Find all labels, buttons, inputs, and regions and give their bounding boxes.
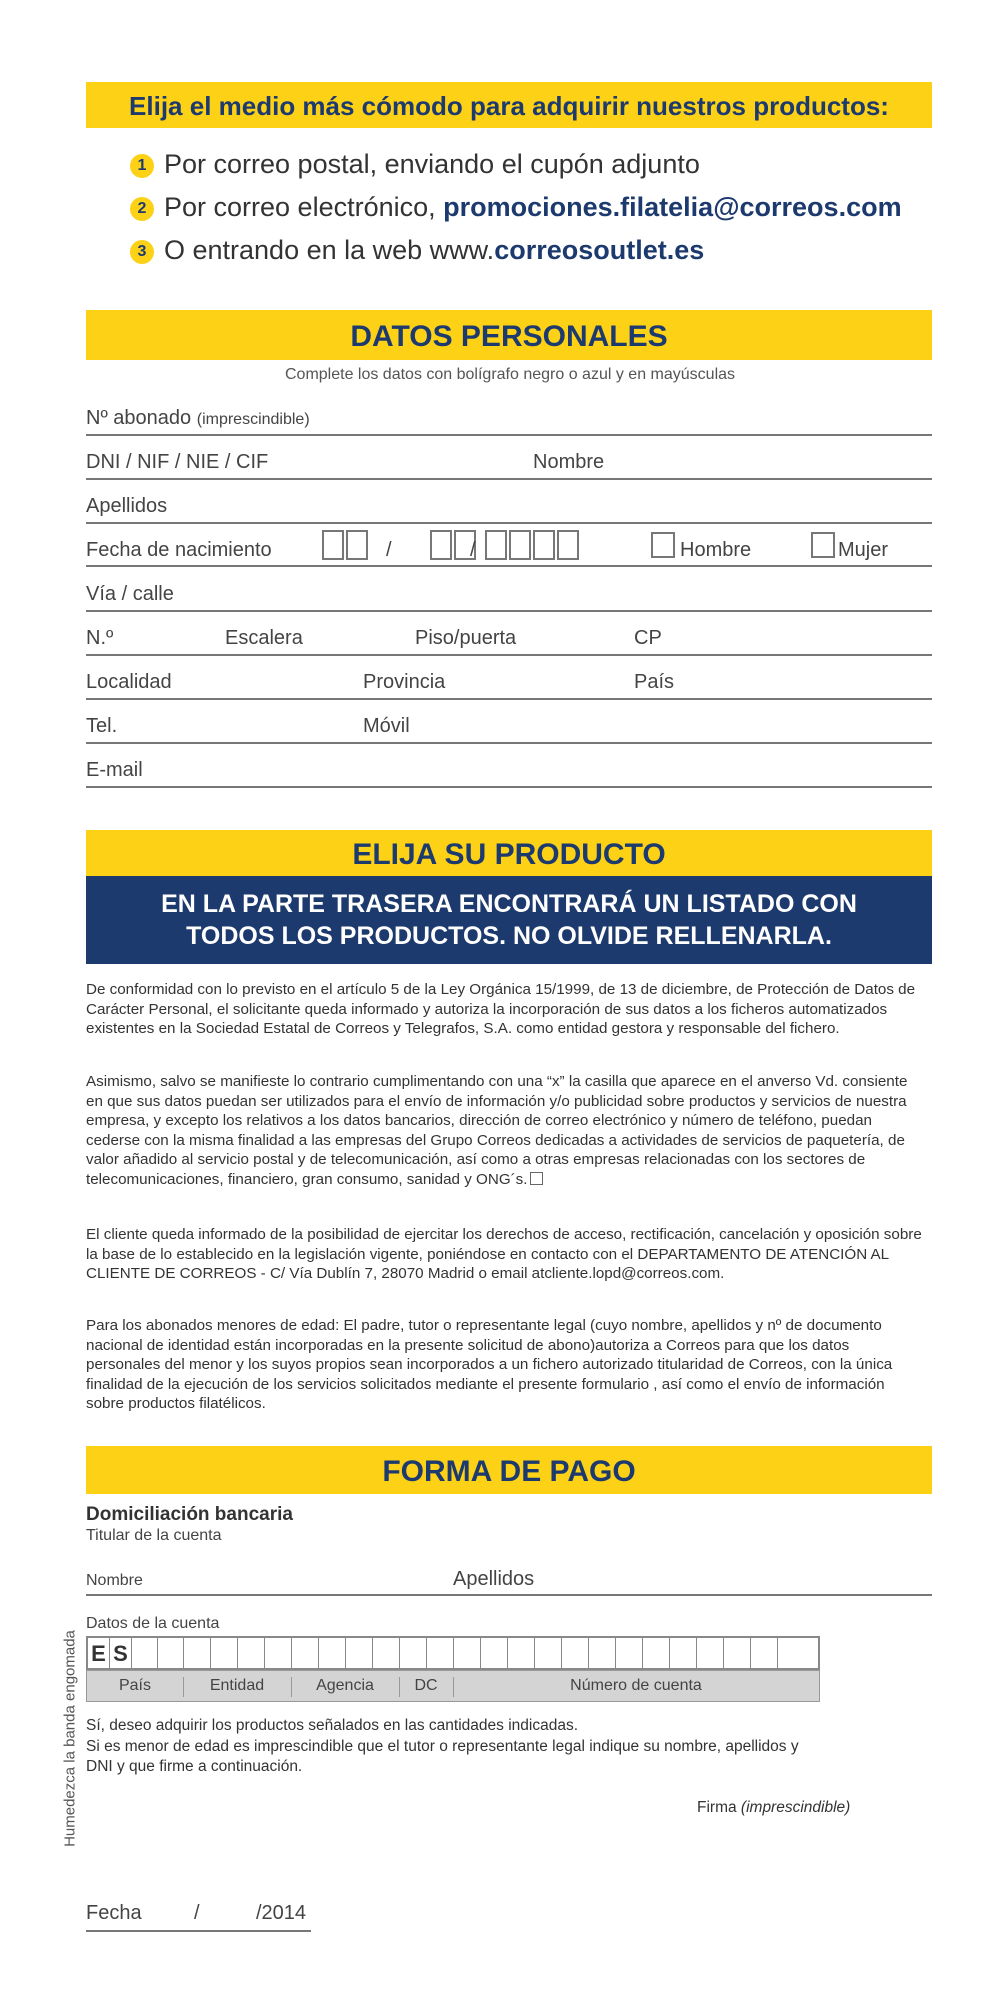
birth-day-box-2[interactable] xyxy=(346,530,368,560)
email-link[interactable]: promociones.filatelia@correos.com xyxy=(443,192,902,222)
birth-year-box-2[interactable] xyxy=(509,530,531,560)
escalera-label: Escalera xyxy=(225,627,303,649)
account-cell-6[interactable] xyxy=(211,1638,238,1672)
option-3-number: 3 xyxy=(130,240,154,264)
mujer-checkbox[interactable] xyxy=(811,532,835,558)
account-cell-26[interactable] xyxy=(751,1638,778,1672)
hombre-label: Hombre xyxy=(680,539,752,561)
option-1-label: Por correo postal, enviando el cupón adjunto xyxy=(164,149,700,179)
datos-cuenta-label: Datos de la cuenta xyxy=(86,1615,220,1632)
firma-label xyxy=(697,1799,850,1817)
account-legend-bar xyxy=(86,1670,820,1702)
legend-entidad: Entidad xyxy=(183,1677,292,1697)
legal-paragraph-1: De conformidad con lo previsto en el artículo 5 de la Ley Orgánica 15/1999, de 13 de diciembre, de Protección de Datos de Carácter Personal, el solicitante queda informado y autoriza la incorporación de sus datos a los ficheros automatizados existentes en la Sociedad Estatal de Correos y Telegrafos, S.A. como entidad gestora y responsable del fichero. xyxy=(86,981,916,1037)
cp-label: CP xyxy=(634,627,662,649)
localidad-line[interactable] xyxy=(86,698,932,700)
account-cell-4[interactable] xyxy=(158,1638,184,1672)
account-cell-14[interactable] xyxy=(427,1638,454,1672)
account-cell-10[interactable] xyxy=(319,1638,346,1672)
legend-numero: Número de cuenta xyxy=(570,1677,702,1694)
payment-apellidos-label: Apellidos xyxy=(453,1568,535,1590)
option-1-number: 1 xyxy=(130,154,154,178)
abonado-note: (imprescindible) xyxy=(196,411,310,428)
option-3-label: O entrando en la web www. xyxy=(164,235,495,265)
titular-label: Titular de la cuenta xyxy=(86,1527,222,1544)
birth-year-box-1[interactable] xyxy=(485,530,507,560)
account-cell-8[interactable] xyxy=(265,1638,292,1672)
option-2-text xyxy=(164,192,902,223)
legend-dc: DC xyxy=(399,1677,454,1697)
fecha-year: /2014 xyxy=(256,1902,307,1924)
account-cell-20[interactable] xyxy=(589,1638,616,1672)
payment-title: FORMA DE PAGO xyxy=(382,1455,636,1488)
personal-title: DATOS PERSONALES xyxy=(350,320,668,353)
option-2-label: Por correo electrónico, xyxy=(164,192,444,222)
account-cell-9[interactable] xyxy=(292,1638,319,1672)
fecha-signature-line[interactable] xyxy=(86,1930,311,1932)
account-cell-12[interactable] xyxy=(373,1638,400,1672)
apellidos-label: Apellidos xyxy=(86,495,168,517)
account-cell-5[interactable] xyxy=(184,1638,211,1672)
iban-cell-e xyxy=(88,1638,110,1672)
account-cell-15[interactable] xyxy=(454,1638,481,1672)
personal-bar xyxy=(86,310,932,360)
header-bar xyxy=(86,82,932,128)
payment-nombre-label: Nombre xyxy=(86,1572,143,1589)
account-cell-24[interactable] xyxy=(697,1638,724,1672)
legal-paragraph-3: El cliente queda informado de la posibilidad de ejercitar los derechos de acceso, rectificación, cancelación y oposición sobre la base de lo establecido en la legislación vigente, poniéndose en contacto con el DEPARTAMENTO DE ATENCIÓN AL CLIENTE DE CORREOS - C/ Vía Dublín 7, 28070 Madrid o email atcliente.lopd@correos.com. xyxy=(86,1226,922,1282)
firma-text: Firma xyxy=(697,1799,737,1816)
titular-line[interactable] xyxy=(86,1594,932,1596)
abonado-line[interactable] xyxy=(86,434,932,436)
account-cell-18[interactable] xyxy=(535,1638,562,1672)
abonado-text: Nº abonado xyxy=(86,407,192,429)
legend-agencia: Agencia xyxy=(291,1677,400,1697)
account-cell-3[interactable] xyxy=(132,1638,158,1672)
legal-paragraph-2-text: Asimismo, salvo se manifieste lo contrario cumplimentando con una “x” la casilla que aparece en el anverso Vd. consiente en que sus datos puedan ser utilizados para el envío de información y/o publicidad sobre productos y servicios de nuestra empresa, y excepto los relativos a los datos bancarios, dirección de correo electrónico y número de teléfono, puedan cederse con la misma finalidad a las empresas del Grupo Correos dedicadas a actividades de servicios de paquetería, de valor añadido al servicio postal y de telecomunicación, así como a otras empresas relacionadas con los sectores de telecomunicaciones, financiero, gran consumo, sanidad y ONG´s. xyxy=(86,1073,908,1188)
via-line[interactable] xyxy=(86,610,932,612)
tel-line[interactable] xyxy=(86,742,932,744)
via-label: Vía / calle xyxy=(86,583,174,605)
personal-subtitle: Complete los datos con bolígrafo negro o azul y en mayúsculas xyxy=(284,366,736,383)
pais-label: País xyxy=(634,671,675,693)
legal-paragraph-4: Para los abonados menores de edad: El padre, tutor o representante legal (cuyo nombre, apellidos y nº de documento nacional de identidad están incorporadas en la presente solicitud de abono)autoriza a Correos para que los datos personales del menor y los suyos propios sean incorporados a un fichero autorizado titularidad de Correos, con la única finalidad de la ejecución de los servicios solicitados mediante el presente formulario , así como el envío de información sobre productos filatélicos. xyxy=(86,1317,893,1412)
date-slash-2: / xyxy=(470,539,476,561)
iban-e: E xyxy=(91,1641,106,1666)
account-cell-17[interactable] xyxy=(508,1638,535,1672)
legend-pais: País xyxy=(87,1677,184,1697)
account-cell-21[interactable] xyxy=(616,1638,643,1672)
firma-note: (imprescindible) xyxy=(740,1799,851,1816)
domiciliacion-title: Domiciliación bancaria xyxy=(86,1504,293,1525)
header-title: Elija el medio más cómodo para adquirir nuestros productos: xyxy=(129,91,889,121)
email-label: E-mail xyxy=(86,759,143,781)
account-cell-19[interactable] xyxy=(562,1638,589,1672)
product-banner xyxy=(86,876,932,964)
nombre-label: Nombre xyxy=(533,451,605,473)
numero-line[interactable] xyxy=(86,654,932,656)
mujer-label: Mujer xyxy=(838,539,889,561)
product-bar xyxy=(86,830,932,876)
birth-month-box-1[interactable] xyxy=(430,530,452,560)
option-1-text xyxy=(164,149,700,180)
birth-year-box-4[interactable] xyxy=(557,530,579,560)
side-glue-text: Humedezca la banda engomada xyxy=(61,1630,79,1847)
legal-paragraph-2 xyxy=(86,1072,926,1189)
tel-label: Tel. xyxy=(86,715,118,737)
opt-out-checkbox[interactable] xyxy=(530,1172,543,1185)
option-2-number: 2 xyxy=(130,197,154,221)
birth-year-box-3[interactable] xyxy=(533,530,555,560)
localidad-label: Localidad xyxy=(86,671,172,693)
payment-bar xyxy=(86,1446,932,1494)
account-cell-16[interactable] xyxy=(481,1638,508,1672)
fecha-slash: / xyxy=(194,1902,200,1924)
account-cell-27[interactable] xyxy=(778,1638,818,1672)
piso-label: Piso/puerta xyxy=(415,627,517,649)
account-cell-7[interactable] xyxy=(238,1638,265,1672)
option-3-text xyxy=(164,235,704,266)
iban-s: S xyxy=(113,1641,128,1666)
web-link[interactable]: correosoutlet.es xyxy=(494,235,705,265)
date-slash-1: / xyxy=(386,539,392,561)
apellidos-line[interactable] xyxy=(86,522,932,524)
product-banner-text: EN LA PARTE TRASERA ENCONTRARÁ UN LISTADO CON TODOS LOS PRODUCTOS. NO OLVIDE RELLENARLA. xyxy=(161,890,857,950)
account-cell-23[interactable] xyxy=(670,1638,697,1672)
dni-nombre-line[interactable] xyxy=(86,478,932,480)
account-cell-22[interactable] xyxy=(643,1638,670,1672)
numero-label: N.º xyxy=(86,627,114,649)
birth-day-box-1[interactable] xyxy=(322,530,344,560)
abonado-label xyxy=(86,407,310,430)
product-title: ELIJA SU PRODUCTO xyxy=(352,838,666,871)
movil-label: Móvil xyxy=(363,715,410,737)
account-cell-13[interactable] xyxy=(400,1638,427,1672)
consent-line-2: Si es menor de edad es imprescindible que el tutor o representante legal indique su nombre, apellidos y DNI y que firme a continuación. xyxy=(86,1738,799,1775)
email-line[interactable] xyxy=(86,786,932,788)
account-cell-25[interactable] xyxy=(724,1638,751,1672)
account-cell-11[interactable] xyxy=(346,1638,373,1672)
provincia-label: Provincia xyxy=(363,671,446,693)
fecha-line[interactable] xyxy=(86,565,932,567)
fecha-label: Fecha xyxy=(86,1902,142,1924)
fecha-nac-label: Fecha de nacimiento xyxy=(86,539,272,561)
hombre-checkbox[interactable] xyxy=(651,532,675,558)
iban-cell-s xyxy=(110,1638,132,1672)
consent-line-1: Sí, deseo adquirir los productos señalados en las cantidades indicadas. xyxy=(86,1717,579,1734)
dni-label: DNI / NIF / NIE / CIF xyxy=(86,451,269,473)
account-grid[interactable] xyxy=(86,1636,820,1670)
